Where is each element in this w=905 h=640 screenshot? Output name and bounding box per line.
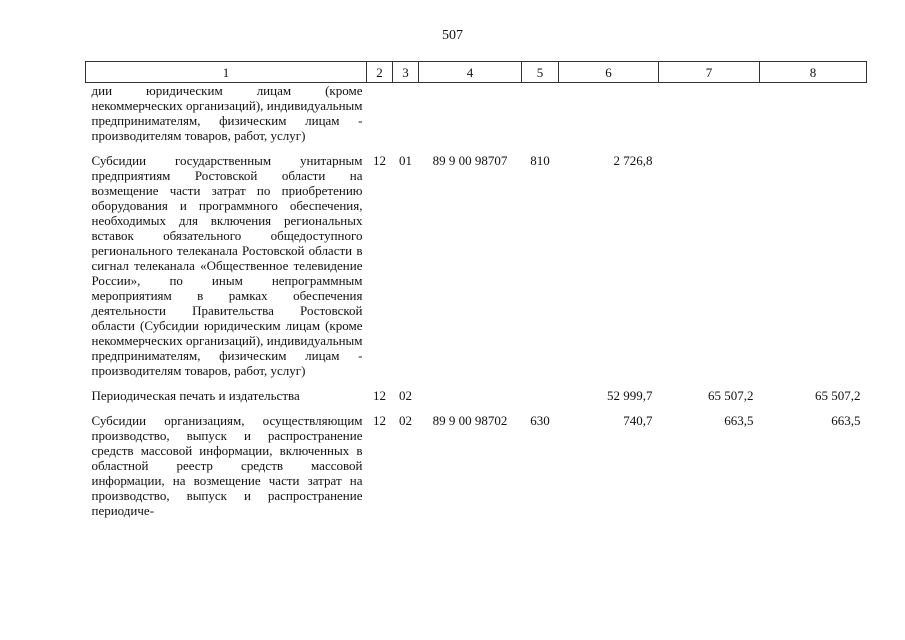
- row-name: дии юридическим лицам (кроме некоммерческих организаций), индивидуальным предпринимателям, физическим лицам - производителям товаров, работ, услуг): [91, 83, 363, 143]
- header-row: [86, 62, 867, 83]
- row-type: [522, 83, 559, 144]
- row-value-6: 52 999,7: [607, 388, 653, 403]
- table-row: [86, 153, 867, 378]
- column-header: 3: [393, 62, 419, 83]
- row-value-7: 663,5: [724, 413, 754, 428]
- row-subsection: 02: [399, 388, 412, 403]
- row-value-8: [760, 153, 867, 378]
- row-value-7: [659, 83, 760, 144]
- column-header: 8: [760, 62, 867, 83]
- row-type: 630: [530, 413, 550, 428]
- table-row: [86, 388, 867, 403]
- row-value-7: 65 507,2: [708, 388, 754, 403]
- row-target: [419, 83, 522, 144]
- row-target: 89 9 00 98707: [432, 153, 508, 168]
- column-header: 2: [367, 62, 393, 83]
- column-header: 4: [419, 62, 522, 83]
- row-name: Периодическая печать и издательства: [91, 388, 300, 403]
- row-value-6: 740,7: [623, 413, 653, 428]
- budget-table: [85, 61, 867, 518]
- table-row: [86, 83, 867, 144]
- row-name: Субсидии государственным унитарным предприятиям Ростовской области на возмещение части затрат по приобретению оборудования и программного обеспечения, необходимых для включения региональных вставок обязательного общедоступного регионального телеканала Ростовской области в сигнал телеканала «Общественное телевидение России», по иным непрограммным мероприятиям в рамках обеспечения деятельности Правительства Ростовской области (Субсидии юридическим лицам (кроме некоммерческих организаций), индивидуальным предпринимателям, физическим лицам - производителям товаров, работ, услуг): [91, 153, 363, 378]
- row-target: 89 9 00 98702: [432, 413, 508, 428]
- column-header: 1: [86, 62, 367, 83]
- row-section: 12: [373, 388, 386, 403]
- row-section: 12: [373, 413, 386, 428]
- row-value-8: [760, 83, 867, 144]
- row-value-7: [659, 153, 760, 378]
- row-subsection: 01: [399, 153, 412, 168]
- row-subsection: [393, 83, 419, 144]
- row-target: [419, 388, 522, 403]
- table-row: [86, 413, 867, 518]
- row-section: [367, 83, 393, 144]
- row-value-8: 663,5: [831, 413, 861, 428]
- column-header: 6: [559, 62, 659, 83]
- row-value-6: 2 726,8: [613, 153, 653, 168]
- row-type: [522, 388, 559, 403]
- column-header: 5: [522, 62, 559, 83]
- page-number: 507: [442, 28, 463, 43]
- column-header: 7: [659, 62, 760, 83]
- row-value-6: [559, 83, 659, 144]
- row-value-8: 65 507,2: [815, 388, 861, 403]
- row-section: 12: [373, 153, 386, 168]
- row-name: Субсидии организациям, осуществляющим производство, выпуск и распространение средств массовой информации, включенных в областной реестр средств массовой информации, на возмещение части затрат на производство, выпуск и распространение периодиче-: [91, 413, 363, 518]
- row-subsection: 02: [399, 413, 412, 428]
- row-type: 810: [530, 153, 550, 168]
